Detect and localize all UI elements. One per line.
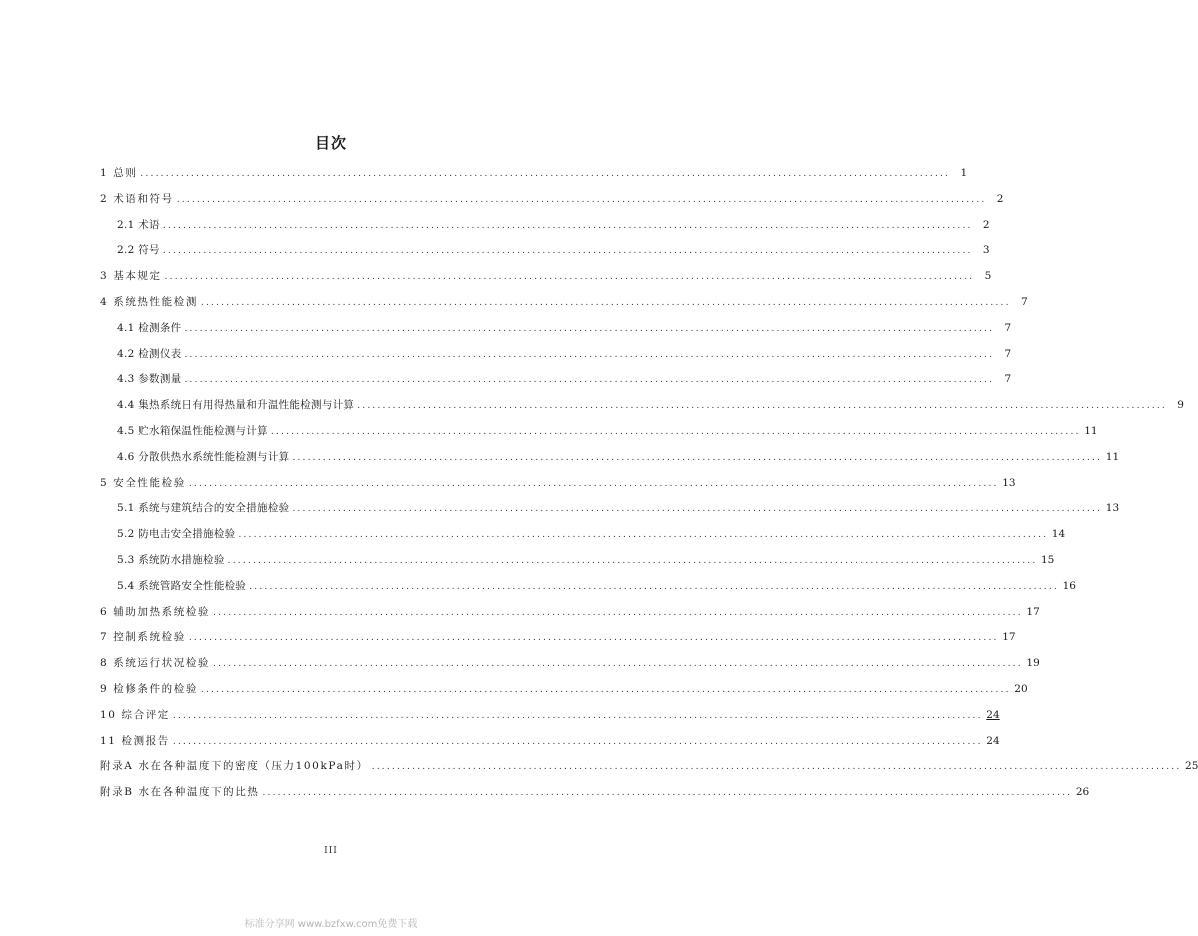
toc-entry-label: 7 控制系统检验 bbox=[100, 631, 186, 644]
toc-entry-page: 20 bbox=[1014, 682, 1028, 695]
toc-entry[interactable] bbox=[100, 679, 1028, 705]
toc-entry-label: 附录A 水在各种温度下的密度（压力100kPa时） bbox=[100, 760, 369, 773]
toc-entry-page: 24 bbox=[986, 734, 1000, 747]
toc-entry-page: 15 bbox=[1041, 553, 1055, 566]
toc-entry-page: 11 bbox=[1105, 450, 1120, 463]
dot-leader: ................................................................................................................................................................ bbox=[292, 452, 1103, 463]
toc-entry-page: 7 bbox=[1004, 347, 1012, 360]
dot-leader: ................................................................................................................................................................ bbox=[140, 169, 951, 179]
toc-entry-label: 9 检修条件的检验 bbox=[100, 682, 198, 695]
page-title: 目次 bbox=[314, 134, 347, 152]
dot-leader: ................................................................................................................................................................ bbox=[249, 581, 1059, 592]
toc-entry[interactable] bbox=[100, 344, 1012, 370]
toc-entry-page: 17 bbox=[1002, 631, 1016, 644]
toc-entry[interactable] bbox=[100, 240, 990, 266]
dot-leader: ................................................................................................................................................................ bbox=[162, 220, 973, 231]
toc-entry-page: 7 bbox=[1004, 321, 1012, 334]
toc-entry-page: 14 bbox=[1051, 528, 1066, 541]
toc-entry-page: 11 bbox=[1084, 424, 1098, 437]
toc-entry-page: 16 bbox=[1062, 579, 1076, 592]
toc-entry[interactable] bbox=[100, 421, 1098, 447]
dot-leader: ................................................................................................................................................................ bbox=[162, 246, 973, 257]
toc-entry-page: 7 bbox=[1004, 373, 1012, 386]
toc-entry[interactable] bbox=[100, 627, 1016, 653]
toc-entry[interactable] bbox=[100, 163, 968, 189]
toc-entry-page: 1 bbox=[960, 167, 968, 179]
watermark: 标准分享网 www.bzfxw.com免费下载 bbox=[244, 919, 418, 930]
toc-entry-label: 5.3 系统防水措施检验 bbox=[117, 553, 225, 566]
dot-leader: ................................................................................................................................................................ bbox=[270, 426, 1081, 437]
dot-leader: ................................................................................................................................................................ bbox=[357, 401, 1167, 412]
toc-entry[interactable] bbox=[100, 473, 1016, 499]
toc-entry[interactable] bbox=[100, 756, 1198, 782]
toc-entry[interactable] bbox=[100, 731, 1000, 757]
toc-entry-label: 2.1 术语 bbox=[117, 218, 160, 231]
toc-entry-label: 6 辅助加热系统检验 bbox=[100, 605, 211, 618]
toc-entry-page: 9 bbox=[1177, 399, 1184, 412]
toc-entry-page: 26 bbox=[1075, 786, 1090, 799]
dot-leader: ................................................................................................................................................................ bbox=[184, 323, 995, 334]
dot-leader: ................................................................................................................................................................ bbox=[176, 194, 987, 205]
dot-leader: ................................................................................................................................................................ bbox=[227, 555, 1038, 566]
dot-leader: ................................................................................................................................................................ bbox=[184, 349, 995, 360]
dot-leader: ................................................................................................................................................................ bbox=[188, 633, 999, 644]
page-number: III bbox=[324, 846, 338, 856]
toc-entry-page: 25 bbox=[1185, 760, 1198, 773]
toc-entry-label: 5 安全性能检验 bbox=[100, 476, 186, 489]
toc-entry[interactable] bbox=[100, 705, 1000, 731]
toc-entry[interactable] bbox=[100, 447, 1120, 473]
toc-entry-page: 17 bbox=[1026, 605, 1040, 618]
toc-entry-label: 5.1 系统与建筑结合的安全措施检验 bbox=[117, 502, 290, 515]
toc-entry-label: 4 系统热性能检测 bbox=[100, 295, 198, 308]
dot-leader: ................................................................................................................................................................ bbox=[200, 297, 1011, 308]
toc-entry[interactable] bbox=[100, 395, 1184, 421]
toc-entry[interactable] bbox=[100, 550, 1055, 576]
toc-entry[interactable] bbox=[100, 292, 1028, 318]
toc-entry-page: 7 bbox=[1020, 295, 1028, 308]
toc-entry[interactable] bbox=[100, 653, 1040, 679]
toc-entry[interactable] bbox=[100, 215, 990, 241]
toc-entry-label: 4.6 分散供热水系统性能检测与计算 bbox=[117, 450, 290, 463]
toc-entry-label: 4.4 集热系统日有用得热量和升温性能检测与计算 bbox=[117, 399, 355, 412]
toc-entry-label: 5.4 系统管路安全性能检验 bbox=[117, 579, 247, 592]
dot-leader: ................................................................................................................................................................ bbox=[188, 478, 999, 489]
toc-entry-page: 13 bbox=[1105, 502, 1120, 515]
toc-entry[interactable] bbox=[100, 576, 1076, 602]
toc-entry-label: 附录B 水在各种温度下的比热 bbox=[100, 786, 260, 799]
toc-entry-page: 13 bbox=[1002, 476, 1016, 489]
dot-leader: ................................................................................................................................................................ bbox=[213, 659, 1023, 670]
dot-leader: ................................................................................................................................................................ bbox=[200, 684, 1011, 695]
toc-entry-label: 2.2 符号 bbox=[117, 244, 160, 257]
toc-entry-page: 2 bbox=[996, 192, 1004, 205]
dot-leader: ................................................................................................................................................................ bbox=[371, 762, 1182, 773]
table-of-contents bbox=[100, 163, 1198, 808]
toc-entry-label: 4.3 参数测量 bbox=[117, 373, 182, 386]
toc-entry-label: 10 综合评定 bbox=[100, 708, 170, 721]
toc-entry[interactable] bbox=[100, 602, 1040, 628]
dot-leader: ................................................................................................................................................................ bbox=[213, 607, 1023, 618]
dot-leader: ................................................................................................................................................................ bbox=[164, 272, 975, 283]
dot-leader: ................................................................................................................................................................ bbox=[262, 788, 1073, 799]
toc-entry-label: 1 总则 bbox=[100, 167, 138, 179]
toc-entry[interactable] bbox=[100, 318, 1012, 344]
dot-leader: ................................................................................................................................................................ bbox=[172, 710, 983, 721]
dot-leader: ................................................................................................................................................................ bbox=[238, 530, 1049, 541]
toc-entry-label: 3 基本规定 bbox=[100, 270, 162, 283]
dot-leader: ................................................................................................................................................................ bbox=[184, 375, 995, 386]
toc-entry-label: 4.1 检测条件 bbox=[117, 321, 182, 334]
toc-entry-label: 2 术语和符号 bbox=[100, 192, 174, 205]
toc-entry[interactable] bbox=[100, 524, 1066, 550]
toc-entry-label: 4.5 贮水箱保温性能检测与计算 bbox=[117, 424, 268, 437]
toc-entry[interactable] bbox=[100, 189, 1004, 215]
toc-entry-label: 4.2 检测仪表 bbox=[117, 347, 182, 360]
toc-entry-page: 3 bbox=[982, 244, 990, 257]
toc-entry[interactable] bbox=[100, 266, 992, 292]
toc-entry-page: 5 bbox=[984, 270, 992, 283]
toc-entry[interactable] bbox=[100, 498, 1120, 524]
toc-entry-label: 11 检测报告 bbox=[100, 734, 170, 747]
toc-entry[interactable] bbox=[100, 782, 1090, 808]
toc-entry-page: 2 bbox=[982, 218, 990, 231]
toc-entry-label: 5.2 防电击安全措施检验 bbox=[117, 528, 236, 541]
dot-leader: ................................................................................................................................................................ bbox=[292, 504, 1103, 515]
toc-entry[interactable] bbox=[100, 369, 1012, 395]
dot-leader: ................................................................................................................................................................ bbox=[172, 736, 983, 747]
toc-entry-page: 24 bbox=[986, 708, 1000, 721]
toc-entry-label: 8 系统运行状况检验 bbox=[100, 657, 211, 670]
toc-entry-page: 19 bbox=[1026, 657, 1040, 670]
